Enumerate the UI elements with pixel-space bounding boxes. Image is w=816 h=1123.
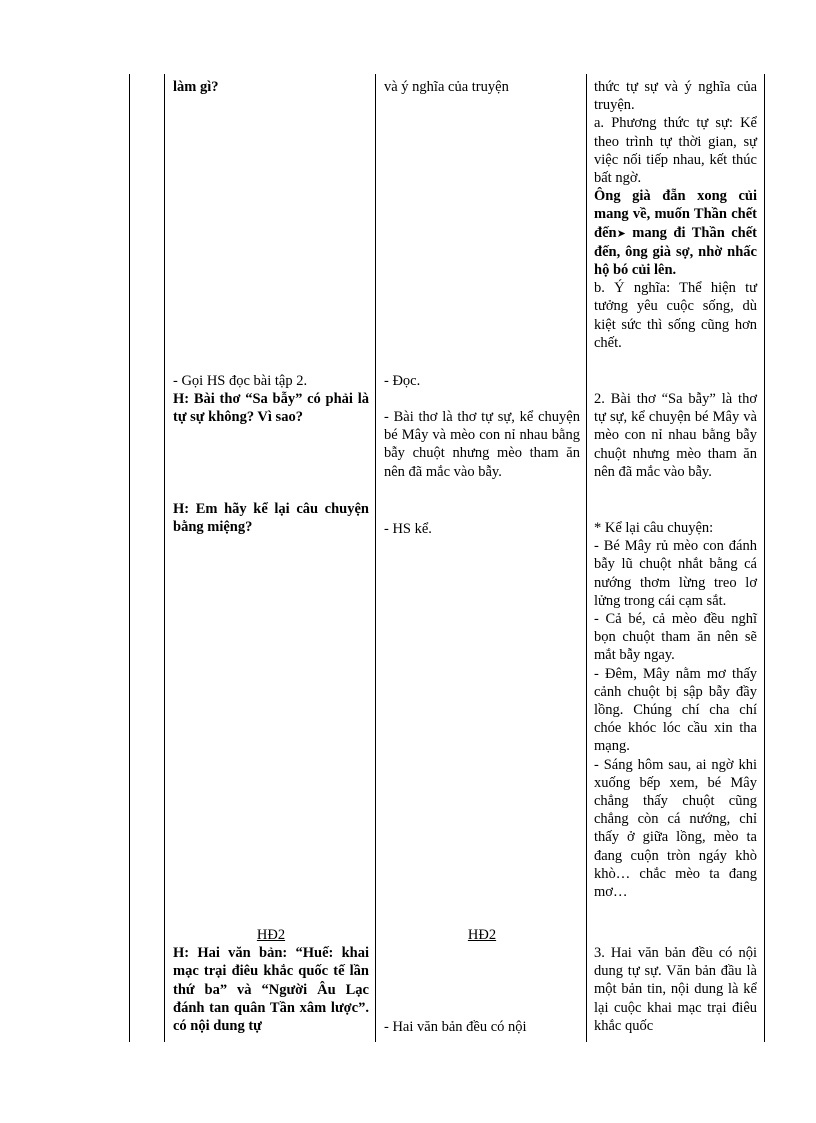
story-part-3: - Đêm, Mây nằm mơ thấy cảnh chuột bị sập bẫy đầy lồng. Chúng chí cha chí chóe khóc lóc cầu xin tha mạng. <box>594 665 757 755</box>
story-summary-den: đến <box>594 224 617 241</box>
instruction-read: - Gọi HS đọc bài tập 2. <box>173 373 308 389</box>
read-response: - Đọc. <box>384 373 421 389</box>
story-summary-rest: Thần chết đến, ông già sợ, nhờ nhấc hộ bó củi lên. <box>594 224 757 279</box>
outer-left-border-a <box>129 74 130 1042</box>
meaning-text: b. Ý nghĩa: Thể hiện tư tưởng yêu cuộc sống, dù kiệt sức thì sống cũng hơn chết. <box>594 280 757 351</box>
story-part-2: - Cả bé, cả mèo đều nghĩ bọn chuột tham ăn nên sẽ mắt bẫy ngay. <box>594 611 757 664</box>
question-intro: làm gì? <box>173 79 219 95</box>
story-summary-line1: Ông già đẵn xong củi mang về, muốn Thần chết <box>594 188 757 223</box>
story-summary-line2: mang đi <box>632 224 686 241</box>
question-retell: H: Em hãy kể lại câu chuyện bằng miệng? <box>173 501 369 536</box>
arrow-icon: ➤ <box>616 226 626 240</box>
poem-answer: - Bài thơ là thơ tự sự, kể chuyện bé Mây và mèo con nỉ nhau bằng bẫy chuột nhưng mèo tham ăn nên đã mắc vào bẫy. <box>384 409 580 480</box>
meaning-line: và ý nghĩa của truyện <box>384 79 509 95</box>
story-part-4: - Sáng hôm sau, ai ngờ khi xuống bếp xem, bé Mây chẳng thấy chuột cũng chẳng còn cá nướng, chỉ thấy ở giữa lồng, mèo ta đang cuộn tròn ngáy khò khò… chắc mèo ta đang mơ… <box>594 756 757 901</box>
question-poem: H: Bài thơ “Sa bẫy” có phải là tự sự không? Vì sao? <box>173 391 369 426</box>
answer-2: 2. Bài thơ “Sa bẫy” là thơ tự sự, kể chuyện bé Mây và mèo con nỉ nhau bằng bẫy chuột nhưng mèo tham ăn nên đã mắc vào bẫy. <box>594 391 757 480</box>
column-divider-1 <box>375 74 376 1042</box>
column-divider-2 <box>586 74 587 1042</box>
retell-response: - HS kể. <box>384 521 432 537</box>
right-border <box>764 74 765 1042</box>
two-texts-response: - Hai văn bản đều có nội <box>384 1019 527 1035</box>
retell-title: * Kể lại câu chuyện: <box>594 520 714 536</box>
activity-heading-mid: HĐ2 <box>467 927 497 943</box>
story-summary <box>594 187 757 279</box>
outer-left-border-b <box>164 74 165 1042</box>
intro-text: thức tự sự và ý nghĩa của truyện. <box>594 79 757 114</box>
method-text: a. Phương thức tự sự: Kể theo trình tự thời gian, sự việc nối tiếp nhau, kết thúc bất ngờ. <box>594 115 757 187</box>
story-part-1: - Bé Mây rủ mèo con đánh bẫy lũ chuột nhắt bằng cá nướng thơm lừng treo lơ lửng trong cái cạm sắt. <box>594 538 757 609</box>
question-two-texts: H: Hai văn bản: “Huế: khai mạc trại điêu khắc quốc tế lần thứ ba” và “Người Âu Lạc đánh tan quân Tần xâm lược”. có nội dung tự <box>173 945 369 1035</box>
activity-heading: HĐ2 <box>256 927 286 943</box>
answer-3: 3. Hai văn bản đều có nội dung tự sự. Văn bản đầu là một bản tin, nội dung là kể lại cuộc khai mạc trại điêu khắc quốc <box>594 945 757 1034</box>
